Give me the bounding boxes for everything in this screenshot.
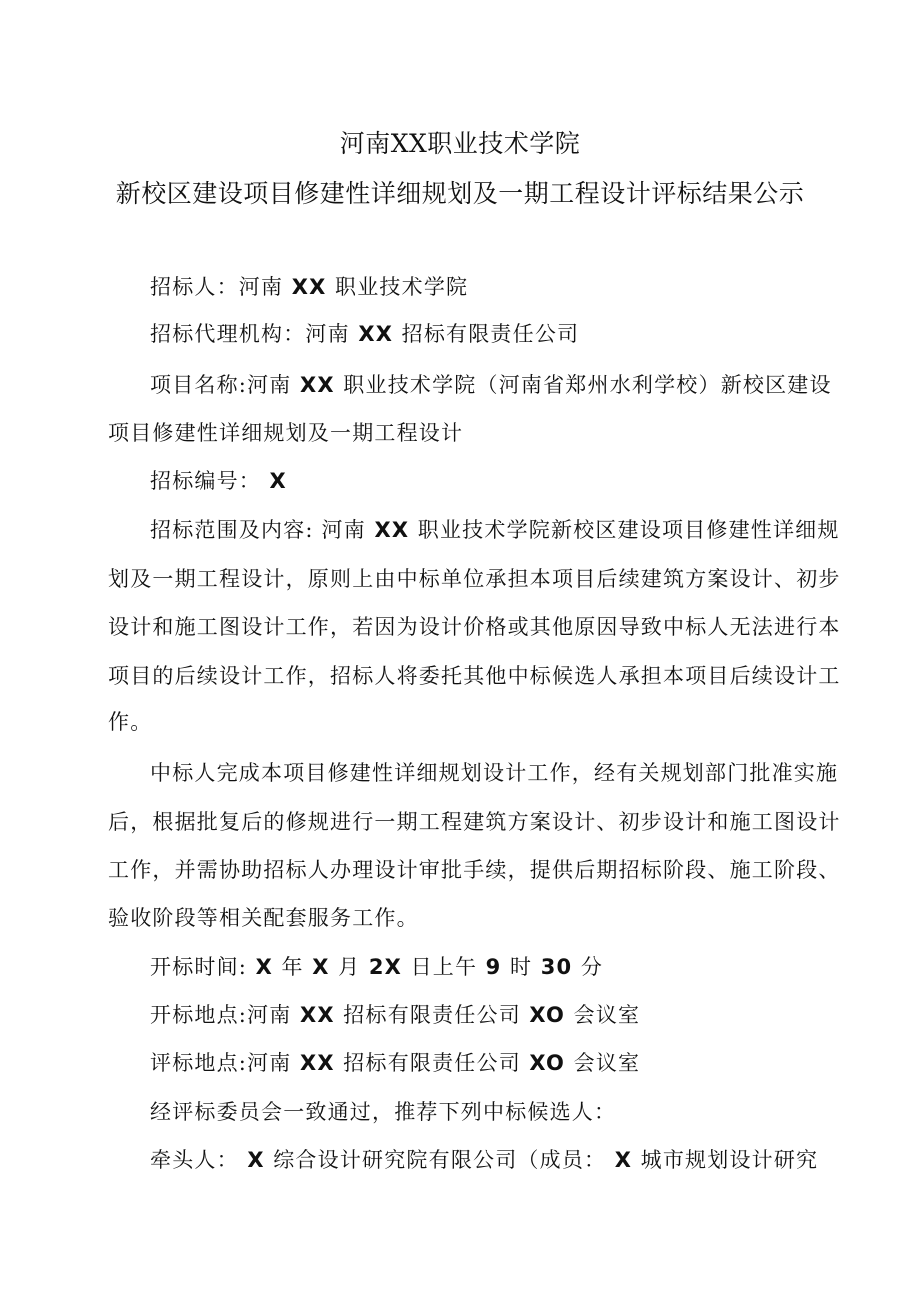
agency-line: 招标代理机构：河南 XX 招标有限责任公司	[150, 322, 580, 346]
project-name-line-2: 项目修建性详细规划及一期工程设计	[108, 421, 464, 445]
recommendation-line: 经评标委员会一致通过，推荐下列中标候选人：	[150, 1100, 617, 1124]
title-line-2: 新校区建设项目修建性详细规划及一期工程设计评标结果公示	[115, 179, 805, 208]
work-line-2: 后，根据批复后的修规进行一期工程建筑方案设计、初步设计和施工图设计	[108, 810, 841, 834]
lead-bidder-line: 牵头人： X 综合设计研究院有限公司（成员： X 城市规划设计研究	[150, 1148, 819, 1172]
tender-number-line: 招标编号： X	[150, 469, 287, 493]
title-line-1: 河南XX职业技术学院	[339, 129, 581, 158]
evaluation-place-line: 评标地点:河南 XX 招标有限责任公司 XO 会议室	[150, 1051, 641, 1075]
scope-line-3: 设计和施工图设计工作，若因为设计价格或其他原因导致中标人无法进行本	[108, 615, 841, 639]
scope-line-5: 作。	[108, 710, 153, 734]
opening-place-line: 开标地点:河南 XX 招标有限责任公司 XO 会议室	[150, 1003, 641, 1027]
scope-line-4: 项目的后续设计工作，招标人将委托其他中标候选人承担本项目后续设计工	[108, 664, 841, 688]
opening-time-line: 开标时间: X 年 X 月 2X 日上午 9 时 30 分	[150, 955, 604, 979]
project-name-line-1: 项目名称:河南 XX 职业技术学院（河南省郑州水利学校）新校区建设	[150, 373, 832, 397]
work-line-4: 验收阶段等相关配套服务工作。	[108, 906, 419, 930]
scope-line-2: 划及一期工程设计，原则上由中标单位承担本项目后续建筑方案设计、初步	[108, 567, 841, 591]
work-line-1: 中标人完成本项目修建性详细规划设计工作，经有关规划部门批准实施	[150, 761, 839, 785]
work-line-3: 工作，并需协助招标人办理设计审批手续，提供后期招标阶段、施工阶段、	[108, 858, 841, 882]
scope-line-1: 招标范围及内容: 河南 XX 职业技术学院新校区建设项目修建性详细规	[150, 518, 840, 542]
tenderer-line: 招标人：河南 XX 职业技术学院	[150, 275, 469, 299]
